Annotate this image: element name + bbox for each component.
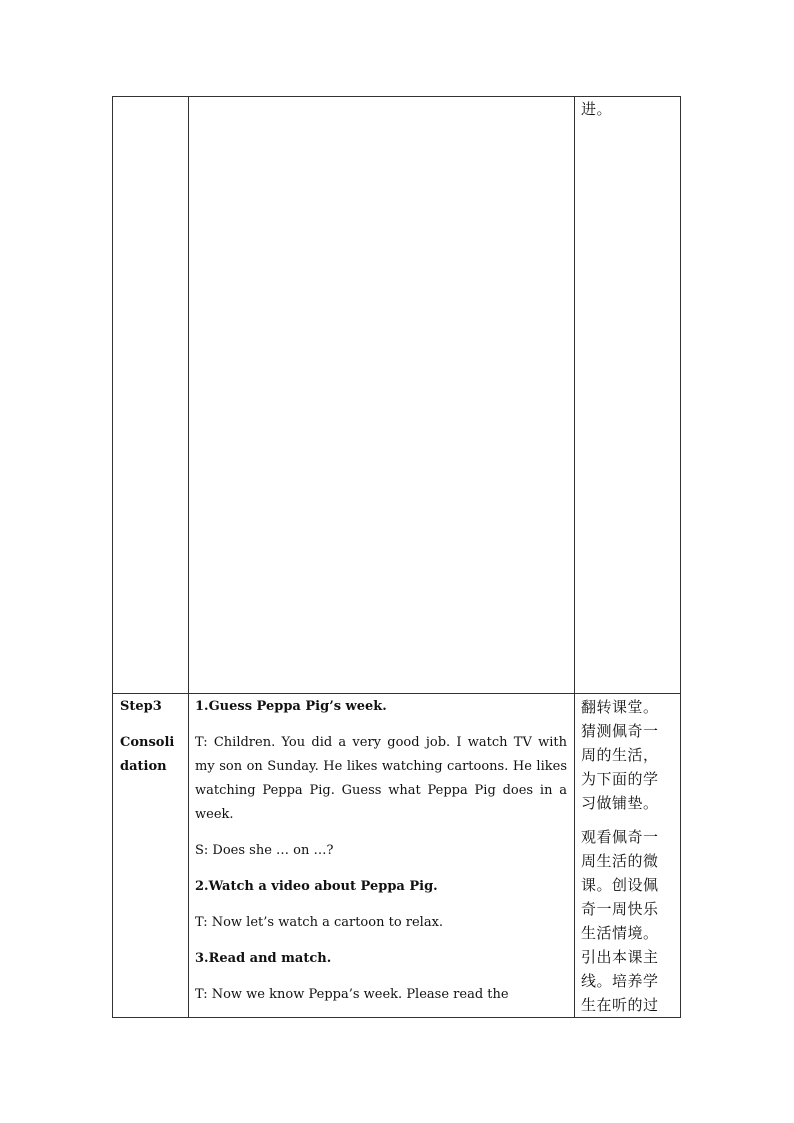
teacher-line-read: T: Now we know Peppa’s week. Please read the <box>195 987 509 1002</box>
step-name-line1: Consoli <box>120 735 175 750</box>
activity-heading-guess: 1.Guess Peppa Pig’s week. <box>195 699 387 714</box>
teacher-line-intro: T: Children. You did a very good job. I watch TV with my son on Sunday. He likes watching cartoons. He likes watching Peppa Pig. Guess what Peppa Pig does in a week. <box>195 735 567 822</box>
activity-heading-read: 3.Read and match. <box>195 951 332 966</box>
note-micro-lesson: 观看佩奇一周生活的微课。创设佩奇一周快乐生活情境。引出本课主线。培养学生在听的过 <box>581 828 659 1014</box>
step-name-line2: dation <box>120 759 167 774</box>
column-divider-2 <box>574 97 575 1017</box>
row1-note-text: 进。 <box>581 100 613 118</box>
note-flipped-class: 翻转课堂。猜测佩奇一周的生活，为下面的学习做铺垫。 <box>581 698 659 812</box>
step-label-cell <box>120 695 186 779</box>
activity-heading-video: 2.Watch a video about Peppa Pig. <box>195 879 438 894</box>
teacher-line-relax: T: Now let’s watch a cartoon to relax. <box>195 915 444 930</box>
lesson-plan-table <box>112 96 681 1018</box>
notes-cell <box>581 695 673 1017</box>
step-label: Step3 <box>120 699 162 714</box>
row-divider <box>113 693 680 694</box>
content-cell <box>195 695 567 1017</box>
student-line: S: Does she … on …? <box>195 843 334 858</box>
column-divider-1 <box>188 97 189 1017</box>
row1-note-cell <box>581 97 676 121</box>
